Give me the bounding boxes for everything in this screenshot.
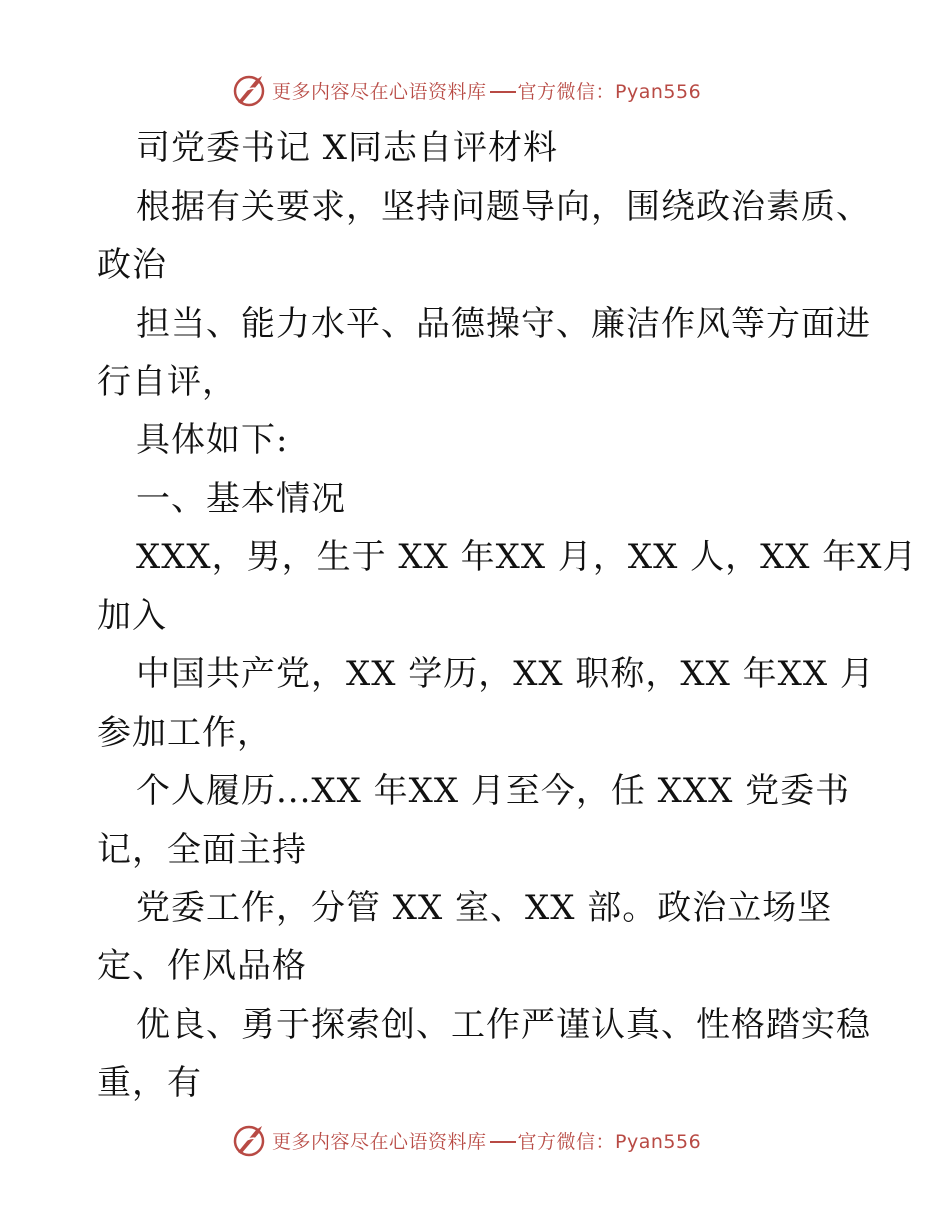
paragraph-line: 记，全面主持: [97, 830, 307, 870]
paragraph-line: 优良、勇于探索创、工作严谨认真、性格踏实稳: [136, 1005, 871, 1045]
paragraph-line: 个人履历...XX 年XX 月至今，任 XXX 党委书: [136, 771, 851, 811]
paragraph-line: 重，有: [97, 1063, 202, 1103]
banner-text: 更多内容尽在心语资料库 官方微信：Pyan556: [272, 80, 702, 103]
header-banner: [232, 72, 701, 108]
paragraph-line: 定、作风品格: [97, 946, 307, 986]
paragraph-line: 参加工作，: [97, 713, 272, 753]
paragraph-line: 中国共产党，XX 学历，XX 职称，XX 年XX 月: [136, 654, 875, 694]
paragraph-line: 根据有关要求，坚持问题导向，围绕政治素质、: [136, 187, 871, 227]
paragraph-line: 加入: [97, 596, 167, 636]
section-heading: 一、基本情况: [136, 479, 346, 519]
document-title: 司党委书记 X同志自评材料: [136, 128, 559, 168]
paragraph-line: XXX，男，生于 XX 年XX 月，XX 人，XX 年X月: [136, 537, 918, 577]
paragraph-line: 担当、能力水平、品德操守、廉洁作风等方面进: [136, 304, 871, 344]
pen-logo-icon: [232, 72, 268, 108]
paragraph-line: 政治: [97, 245, 167, 285]
banner-text: 更多内容尽在心语资料库 官方微信：Pyan556: [272, 1130, 702, 1153]
paragraph-line: 党委工作，分管 XX 室、XX 部。政治立场坚: [136, 888, 833, 928]
paragraph-line: 行自评，: [97, 362, 237, 402]
footer-banner: [232, 1122, 701, 1158]
paragraph-line: 具体如下:: [136, 420, 289, 460]
pen-logo-icon: [232, 1122, 268, 1158]
